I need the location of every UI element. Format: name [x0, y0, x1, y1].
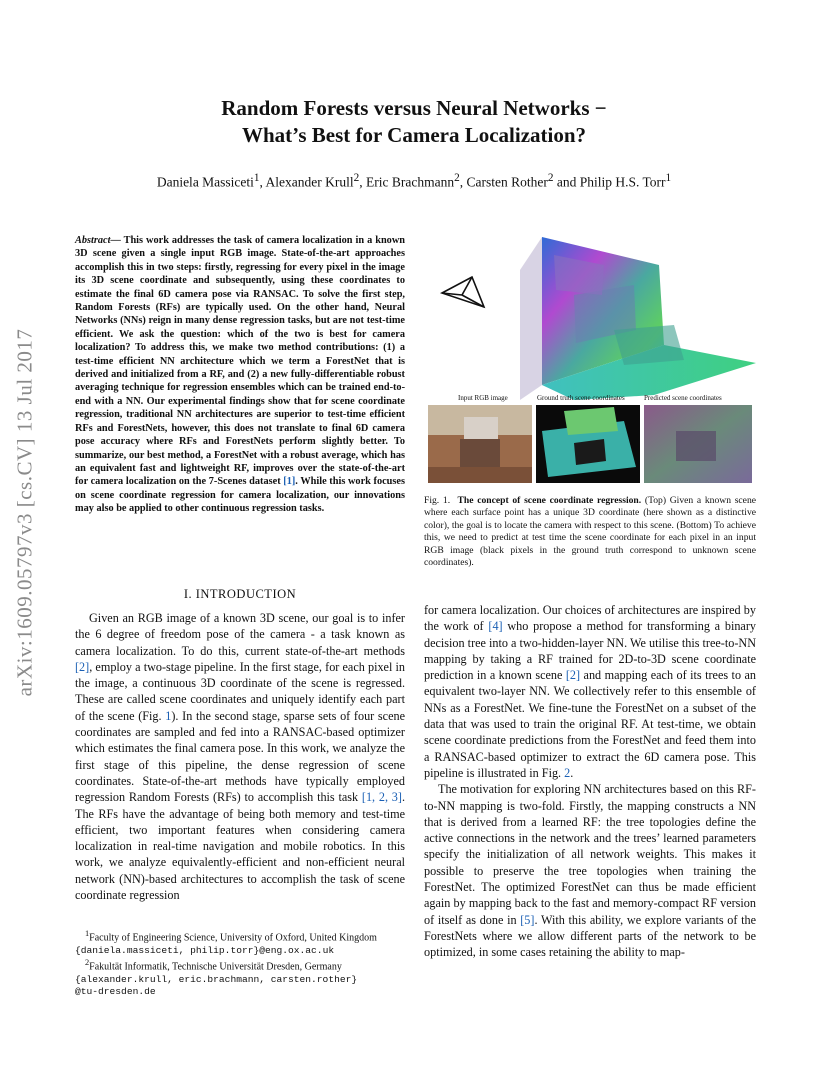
footnote-text: Fakultät Informatik, Technische Universität Dresden, Germany — [89, 961, 342, 973]
body-text: Given an RGB image of a known 3D scene, our goal is to infer the 6 degree of freedom pose of the camera - a task known as camera localization. To do this, current state-of-the-art methods — [75, 611, 405, 658]
footnotes — [75, 928, 405, 999]
citation-link[interactable]: [1] — [283, 476, 296, 488]
figure-label-input: Input RGB image — [458, 394, 508, 402]
author-affiliation: 2 — [454, 172, 460, 184]
caption-bold: The concept of scene coordinate regression. — [457, 495, 642, 506]
email-text: {daniela.massiceti, philip.torr} — [75, 944, 260, 956]
author-affiliation: 1 — [665, 172, 672, 184]
ground-truth-image — [536, 405, 640, 483]
citation-link[interactable]: [5] — [520, 912, 535, 927]
footnote-2-email — [75, 974, 405, 986]
body-text: . — [570, 765, 574, 780]
paragraph — [75, 610, 405, 903]
body-text: who propose a method for transforming a binary decision tree into a two-hidden-layer NN. We utilise this tree-to-NN mapping by taking a RF trained for 2D-to-3D scene coordinate prediction in a known scene — [424, 619, 756, 683]
title-line-1: Random Forests versus Neural Networks − — [221, 96, 607, 120]
footnote-1-email — [75, 945, 405, 957]
body-text: . With this ability, we explore variants of the ForestNets where we allow different parts of the network to be optimized, in some cases retaining the ability to map- — [424, 912, 756, 960]
email-domain: @tu-dresden.de — [75, 986, 156, 998]
camera-frustum-icon — [442, 277, 484, 307]
caption-text: (Top) Given a known scene where each surface point has a unique 3D coordinate (here shown as a distinctive color), the goal is to locate the camera with respect to this scene. (Bottom) To achieve this, we need to predict at test time the scene coordinate for each pixel in an input RGB image (black pixels in the ground truth correspond to unknown scene coordinates). — [424, 495, 757, 569]
body-text: . The RFs have the advantage of being both memory and test-time efficient, two important features when considering camera localization in real-time navigation and mobile robotics. In this work, we analyze equivalently-efficient and non-efficient neural network (NN)-based architectures to accomplish the task of scene coordinate regression — [75, 790, 406, 903]
email-domain: @eng.ox.ac.uk — [259, 944, 335, 956]
body-column-left — [75, 610, 405, 903]
author-affiliation: 2 — [547, 172, 554, 184]
author-name: , Eric Brachmann — [359, 174, 455, 190]
paragraph — [424, 781, 756, 960]
abstract-text: — This work addresses the task of camera localization in a known 3D scene given a single input RGB image. State-of-the-art approaches accomplish this in two steps: firstly, regressing for every pixel in the image its 3D scene coordinate and subsequently, using these coordinates to estimate the final 6D camera pose via RANSAC. To solve the first step, Random Forests (RFs) are typically used. On the other hand, Neural Networks (NNs) reign in many dense regression tasks, but are not test-time efficient. We ask the question: which of the two is best for camera localization? To address this, we make two method contributions: (1) a test-time efficient NN architecture which we term a ForestNet that is derived and initialized from a RF, and (2) a new fully-differentiable robust averaging technique for regression ensembles which can be trained end-to-end with a NN. Our experimental findings show that for scene coordinate regression, traditional NN architectures are superior to test-time efficient RFs and ForestNets, however, this does not translate to final 6D camera pose accuracy where RFs and ForestNets perform slightly better. To summarize, our best method, a ForestNet with a robust average, which has an equivalent fast and lightweight RF, improves over the state-of-the-art for camera localization on the 7-Scenes dataset — [75, 235, 405, 488]
footnote-mark: 1 — [85, 929, 90, 938]
email-text: {alexander.krull, eric.brachmann, carsten.rother} — [75, 973, 358, 985]
abstract-label: Abstract — [75, 235, 111, 246]
body-text: The motivation for exploring NN architectures based on this RF-to-NN mapping is two-fold. Firstly, the mapping constructs a NN that is derived from a learned RF: the tree topologies define the active connections in the network and the trees’ learned parameters specify the initialization of all network weights. This makes it possible to preserve the tree topologies when training the ForestNet. The optimized ForestNet can thus be made efficient again by mapping back to the fast and memory-compact RF version of itself as done in — [424, 782, 756, 927]
figure-ref-link[interactable]: 1 — [165, 708, 172, 723]
body-text: , employ a two-stage pipeline. In the first stage, for each pixel in the image, a continuous 3D coordinate of the scene is regressed. These are called scene coordinates and uniquely identify each part of the scene (Fig. — [75, 659, 405, 723]
figure-1 — [424, 235, 756, 485]
author-list — [0, 172, 828, 191]
author-name: , Alexander Krull — [259, 174, 354, 190]
footnote-2-domain — [75, 986, 405, 998]
predicted-image — [644, 405, 752, 483]
abstract-tail: . While this work focuses on scene coordinate regression for camera localization, our innovations may also be applied to other continuous regression tasks. — [75, 476, 405, 515]
footnote-2 — [75, 957, 405, 974]
title-line-2: What’s Best for Camera Localization? — [241, 123, 587, 147]
figure-caption — [424, 495, 756, 569]
figure-1-graphic — [424, 235, 756, 485]
figure-label-predicted: Predicted scene coordinates — [644, 394, 722, 402]
paper-title — [0, 95, 828, 149]
abstract — [75, 234, 405, 516]
figure-label-ground-truth: Ground truth scene coordinates — [537, 394, 625, 402]
caption-prefix: Fig. 1. — [424, 495, 451, 506]
scene-coordinate-cloud — [520, 237, 756, 400]
citation-link[interactable]: [4] — [488, 619, 503, 634]
input-rgb-image — [428, 405, 532, 483]
citation-link[interactable]: [1, 2, 3] — [361, 790, 402, 805]
footnote-text: Faculty of Engineering Science, University of Oxford, United Kingdom — [89, 932, 377, 944]
body-text: ). In the second stage, sparse sets of four scene coordinates are sampled and fed into a RANSAC-based optimizer which estimates the final camera pose. In this work, we analyze the first stage of this pipeline, the dense regression of scene coordinates. State-of-the-art methods have typically employed regression Random Forests (RFs) to accomplish this task — [75, 708, 405, 805]
figure-ref-link[interactable]: 2 — [564, 765, 571, 780]
body-text: and mapping each of its trees to an equivalent two-layer NN. We collectively refer to this ensemble of NNs as a ForestNet. We fine-tune the ForestNet on a subset of the data that was used to train the original RF. At test-time, we obtain scene coordinate predictions from the ForestNet and feed them into a RANSAC-based optimizer to extract the 6D camera pose. This pipeline is illustrated in Fig. — [424, 668, 756, 780]
body-column-right — [424, 602, 756, 961]
citation-link[interactable]: [2] — [565, 668, 581, 683]
footnote-1 — [75, 928, 405, 945]
author-affiliation: 2 — [353, 172, 360, 184]
footnote-mark: 2 — [85, 958, 90, 968]
paragraph — [424, 602, 756, 781]
citation-link[interactable]: [2] — [75, 659, 90, 674]
section-heading: I. INTRODUCTION — [183, 587, 297, 601]
arxiv-stamp: arXiv:1609.05797v3 [cs.CV] 13 Jul 2017 — [12, 328, 37, 697]
author-affiliation: 1 — [253, 172, 260, 184]
body-text: for camera localization. Our choices of architectures are inspired by the work of — [424, 603, 756, 634]
author-name: , Carsten Rother — [459, 174, 548, 190]
author-name: Daniela Massiceti — [156, 174, 254, 190]
author-name: and Philip H.S. Torr — [553, 174, 666, 190]
